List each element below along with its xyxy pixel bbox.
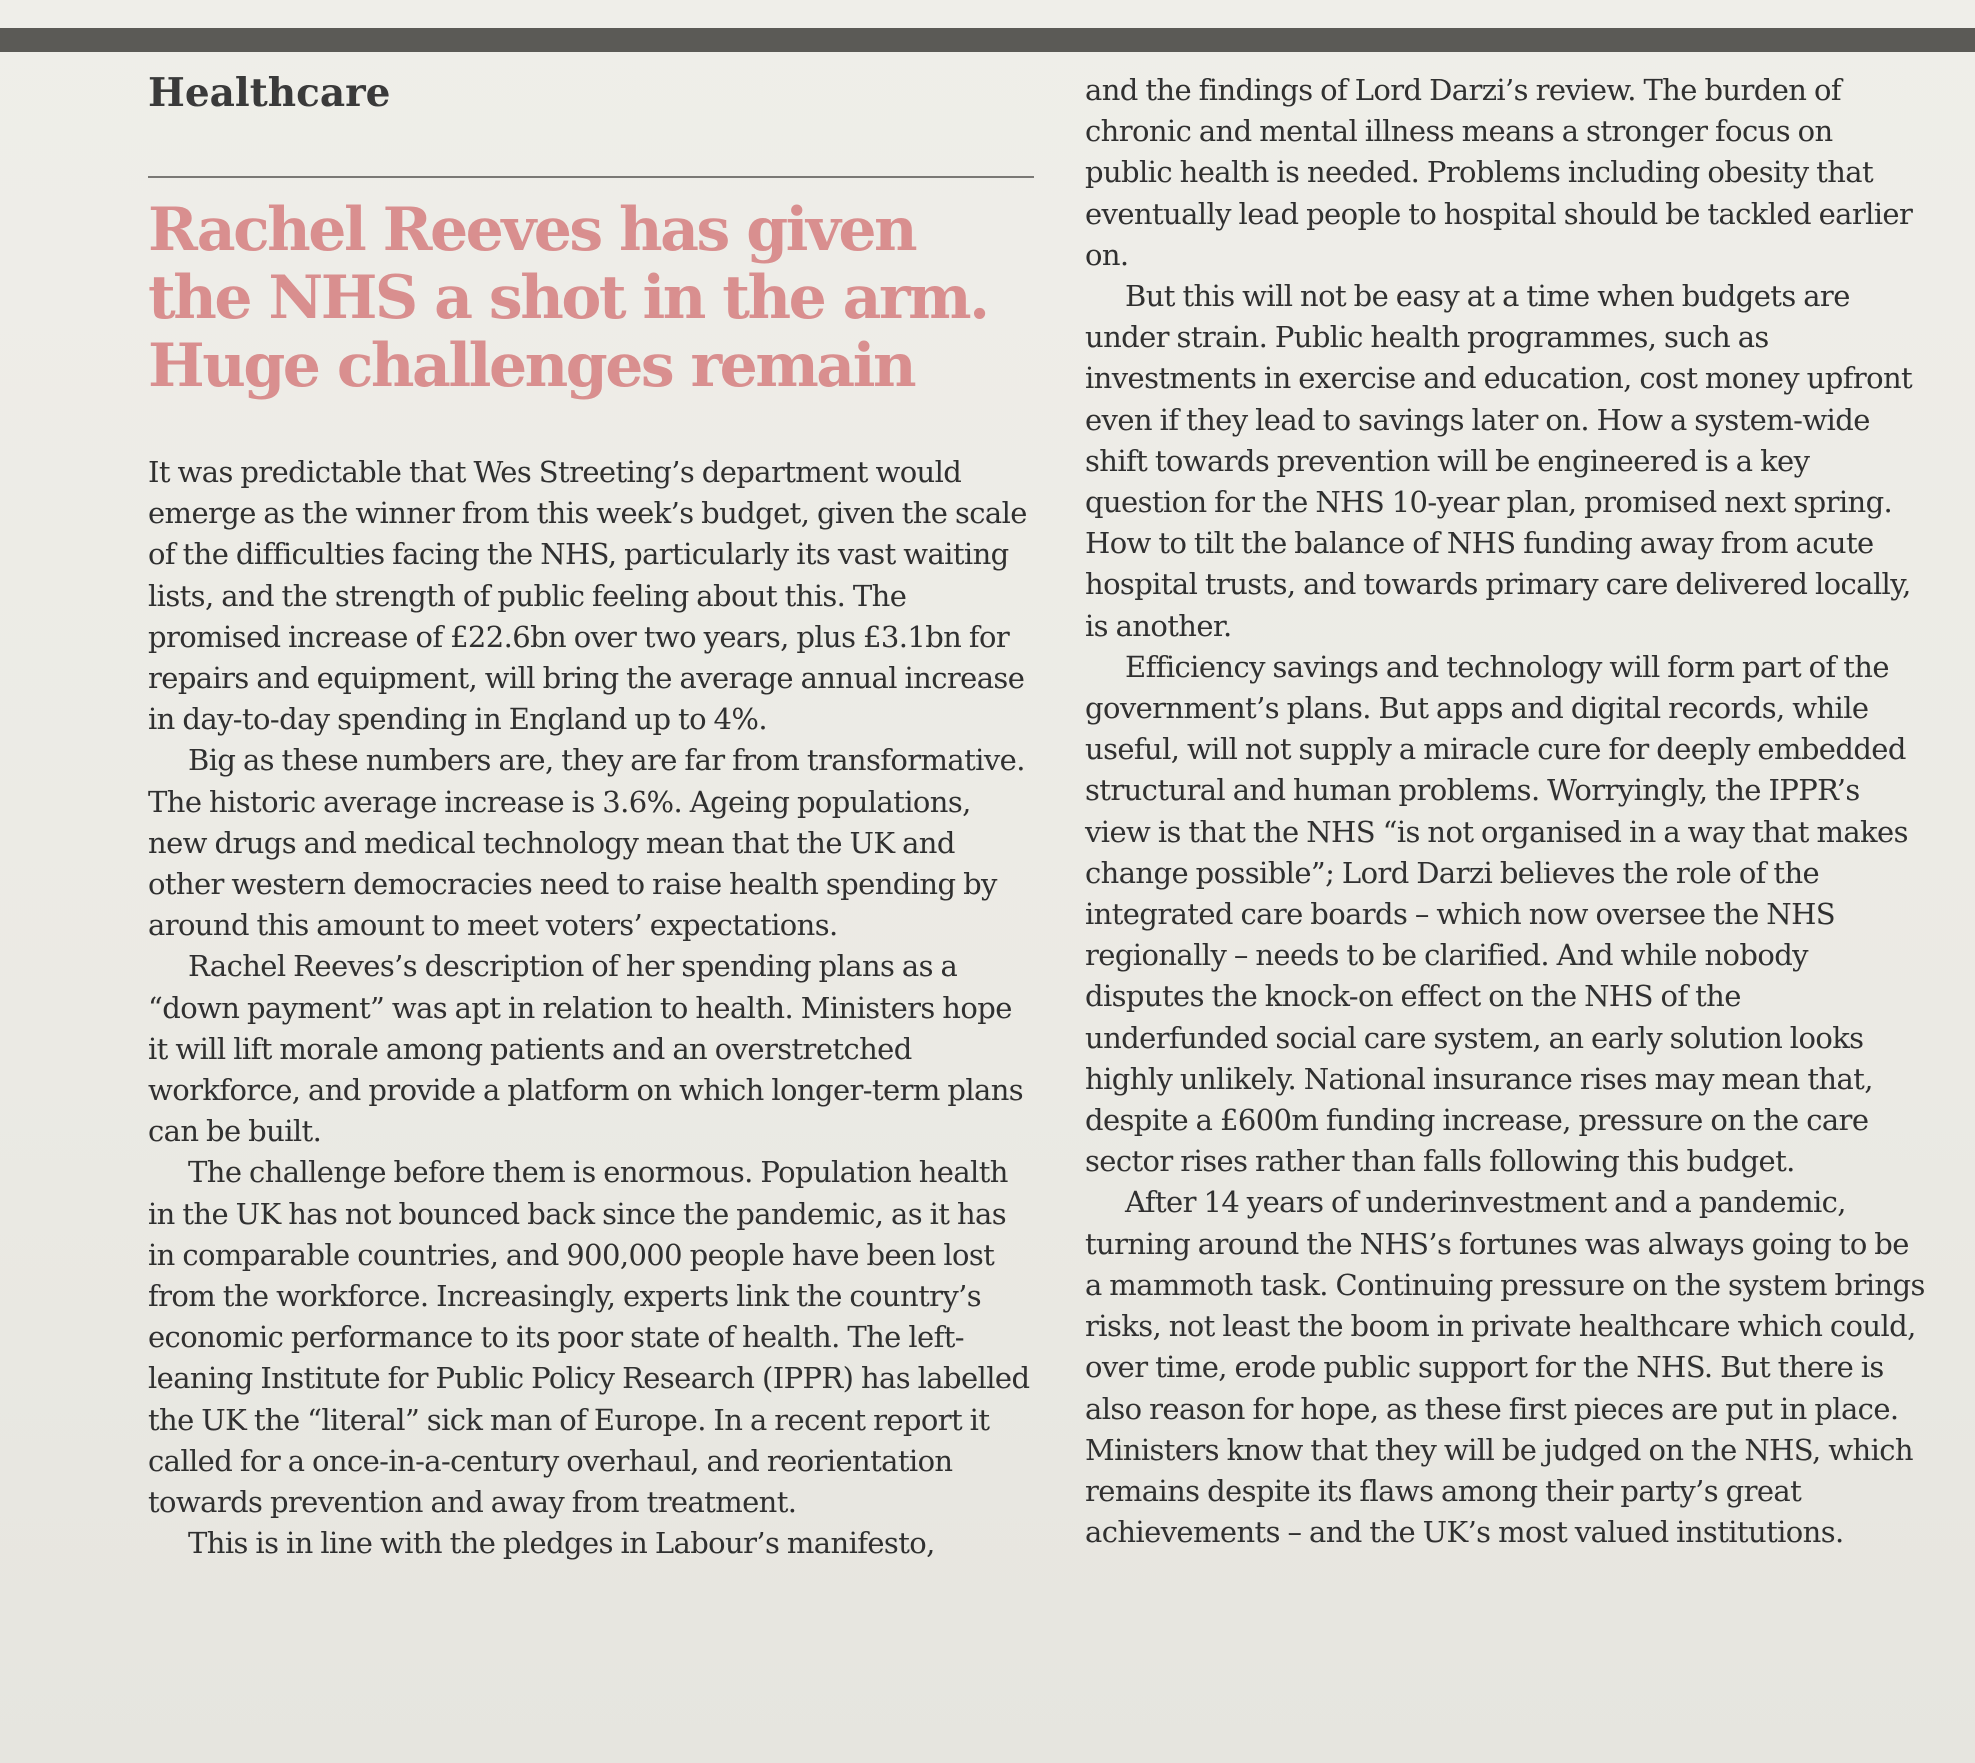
paragraph: Rachel Reeves’s description of her spending plans as a “down payment” was apt in relation to health. Ministers hope it will lift morale among patients and an overstretched workforce, and provide a platform on which longer-term plans can be built. bbox=[148, 949, 1024, 1149]
paragraph: But this will not be easy at a time when budgets are under strain. Public health programmes, such as investments in exercise and education, cost money upfront even if they lead to savings later on. How a system-wide shift towards prevention will be engineered is a key question for the NHS 10-year plan, promised next spring. How to tilt the balance of NHS funding away from acute hospital trusts, and towards primary care delivered locally, is another. bbox=[1085, 279, 1913, 643]
section-label: Healthcare bbox=[148, 70, 391, 116]
headline: Rachel Reeves has given the NHS a shot in the arm. Huge challenges remain bbox=[148, 195, 988, 401]
right-column bbox=[1085, 70, 1925, 1553]
section-divider bbox=[148, 176, 1034, 178]
left-column bbox=[148, 70, 1034, 1564]
paragraph: Efficiency savings and technology will form part of the government’s plans. But apps and digital records, while useful, will not supply a miracle cure for deeply embedded structural and human problems. Worryingly, the IPPR’s view is that the NHS “is not organised in a way that makes change possible”; Lord Darzi believes the role of the integrated care boards – which now oversee the NHS regionally – needs to be clarified. And while nobody disputes the knock-on effect on the NHS of the underfunded social care system, an early solution looks highly unlikely. National insurance rises may mean that, despite a £600m funding increase, pressure on the care sector rises rather than falls following this budget. bbox=[1085, 649, 1908, 1179]
paragraph: and the findings of Lord Darzi’s review. The burden of chronic and mental illness means a stronger focus on public health is needed. Problems including obesity that eventually lead people to hospital should be tackled earlier on. bbox=[1085, 73, 1913, 272]
paragraph: After 14 years of underinvestment and a pandemic, turning around the NHS’s fortunes was always going to be a mammoth task. Continuing pressure on the system brings risks, not least the boom in private healthcare which could, over time, erode public support for the NHS. But there is also reason for hope, as these first pieces are put in place. Ministers know that they will be judged on the NHS, which remains despite its flaws among their party’s great achievements – and the UK’s most valued institutions. bbox=[1085, 1185, 1925, 1550]
left-column-body bbox=[148, 452, 1034, 1564]
right-column-body bbox=[1085, 70, 1925, 1553]
top-rule bbox=[0, 28, 1975, 52]
paragraph: It was predictable that Wes Streeting’s department would emerge as the winner from this week’s budget, given the scale of the difficulties facing the NHS, particularly its vast waiting lists, and the strength of public feeling about this. The promised increase of £22.6bn over two years, plus £3.1bn for repairs and equipment, will bring the average annual increase in day-to-day spending in England up to 4%. bbox=[148, 455, 1027, 737]
paragraph: Big as these numbers are, they are far from transformative. The historic average increase is 3.6%. Ageing populations, new drugs and medical technology mean that the UK and other western democracies need to raise health spending by around this amount to meet voters’ expectations. bbox=[148, 743, 1025, 943]
paragraph: This is in line with the pledges in Labour’s manifesto, bbox=[188, 1526, 935, 1561]
paragraph: The challenge before them is enormous. Population health in the UK has not bounced back since the pandemic, as it has in comparable countries, and 900,000 people have been lost from the workforce. Increasingly, experts link the country’s economic performance to its poor state of health. The left-leaning Institute for Public Policy Research (IPPR) has labelled the UK the “literal” sick man of Europe. In a recent report it called for a once-in-a-century overhaul, and reorientation towards prevention and away from treatment. bbox=[148, 1155, 1030, 1520]
